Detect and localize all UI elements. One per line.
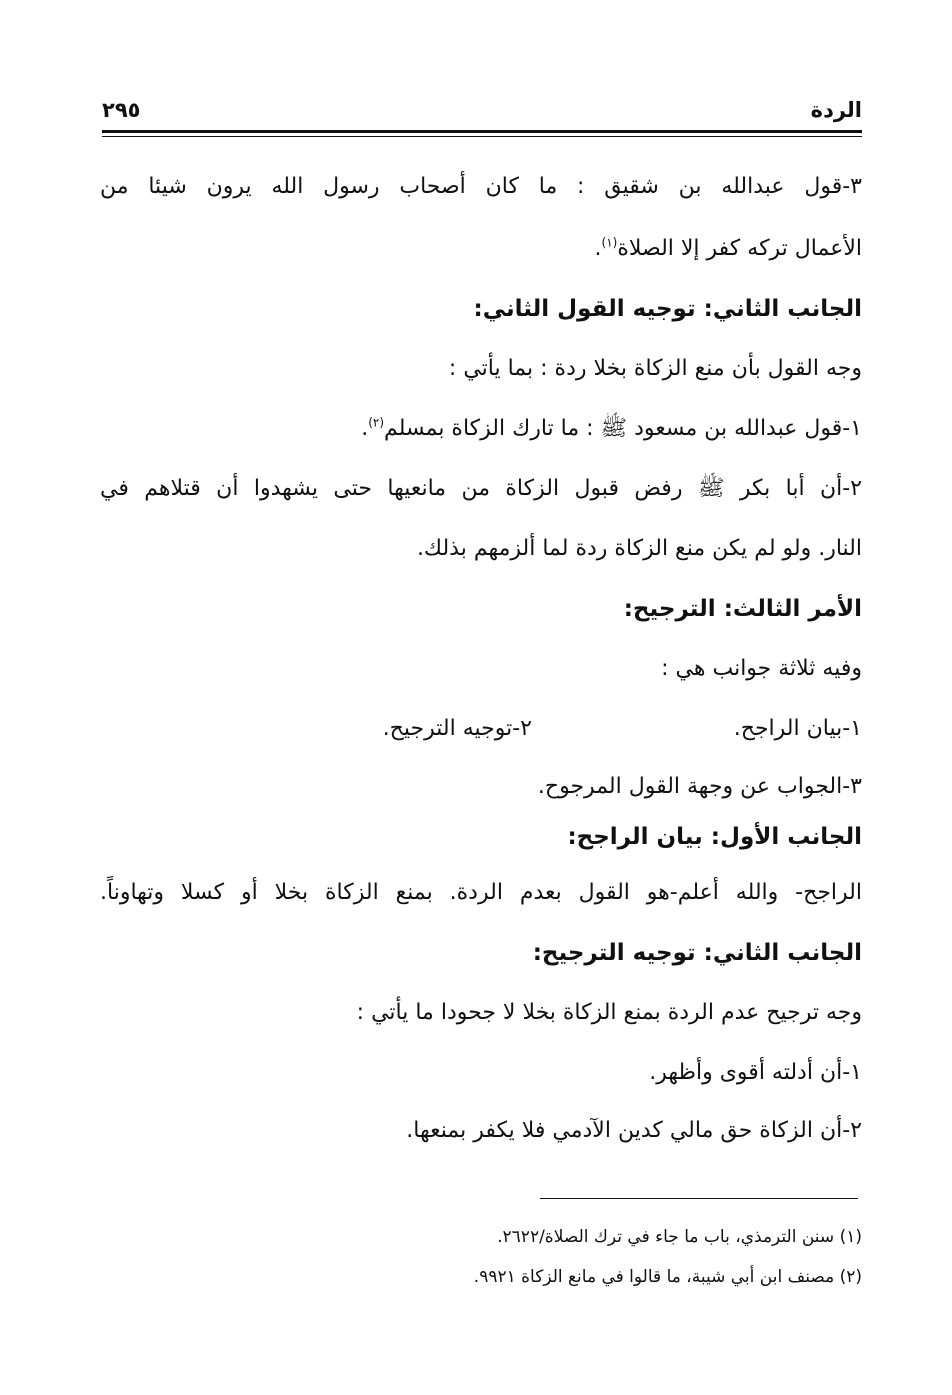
list-item-reason-1: ١-أن أدلته أقوى وأظهر. [649,1060,862,1085]
paragraph-line-10: الراجح- والله أعلم-هو القول بعدم الردة. بمنع الزكاة بخلا أو كسلا وتهاوناً. [100,880,862,905]
footnote-ref-2[interactable]: (٢) [368,415,385,430]
list-item-reason-2: ٢-أن الزكاة حق مالي كدين الآدمي فلا يكفر بمنعها. [406,1118,862,1143]
header-rule-thin [102,136,862,137]
footnote-separator [540,1198,858,1199]
line-end: . [594,236,602,261]
line-end: . [361,416,369,441]
page-number: ٢٩٥ [102,98,141,122]
footnote-1: (١) سنن الترمذي، باب ما جاء في ترك الصلاة/٢٦٢٢. [497,1227,862,1247]
list-item-1: ١-بيان الراجح. [733,716,862,741]
list-item-2: ٢-توجيه الترجيح. [382,716,532,741]
paragraph-line-6: النار. ولو لم يكن منع الزكاة ردة لما ألزمهم بذلك. [416,536,862,561]
paragraph-line-11: وجه ترجيح عدم الردة بمنع الزكاة بخلا لا جحودا ما يأتي : [356,1000,862,1025]
paragraph-line-5: ٢-أن أبا بكر ﷺ رفض قبول الزكاة من مانعيها حتى يشهدوا أن قتلاهم في [100,476,862,501]
paragraph-line-1: ٣-قول عبدالله بن شقيق : ما كان أصحاب رسول الله يرون شيئا من [100,174,862,199]
paragraph-line-7: وفيه ثلاثة جوانب هي : [661,656,862,681]
line-text: ١-قول عبدالله بن مسعود ﷺ : ما تارك الزكاة بمسلم [384,416,862,441]
line-text: الأعمال تركه كفر إلا الصلاة [617,236,862,261]
footnote-2: (٢) مصنف ابن أبي شيبة، ما قالوا في مانع الزكاة ٩٩٢١. [473,1267,862,1287]
section-heading-second-aspect: الجانب الثاني: توجيه القول الثاني: [473,296,862,322]
section-heading-first-aspect: الجانب الأول: بيان الراجح: [567,824,862,850]
list-item-3: ٣-الجواب عن وجهة القول المرجوح. [537,774,862,799]
chapter-title: الردة [810,98,862,122]
header-rule-thick [102,130,862,133]
section-heading-second-aspect-2: الجانب الثاني: توجيه الترجيح: [532,940,862,966]
footnote-ref-1[interactable]: (١) [601,235,618,250]
running-header [102,98,862,132]
paragraph-line-2 [595,234,862,264]
paragraph-line-3: وجه القول بأن منع الزكاة بخلا ردة : بما يأتي : [448,356,862,381]
section-heading-third-matter: الأمر الثالث: الترجيح: [623,596,862,622]
paragraph-line-4 [361,414,862,444]
